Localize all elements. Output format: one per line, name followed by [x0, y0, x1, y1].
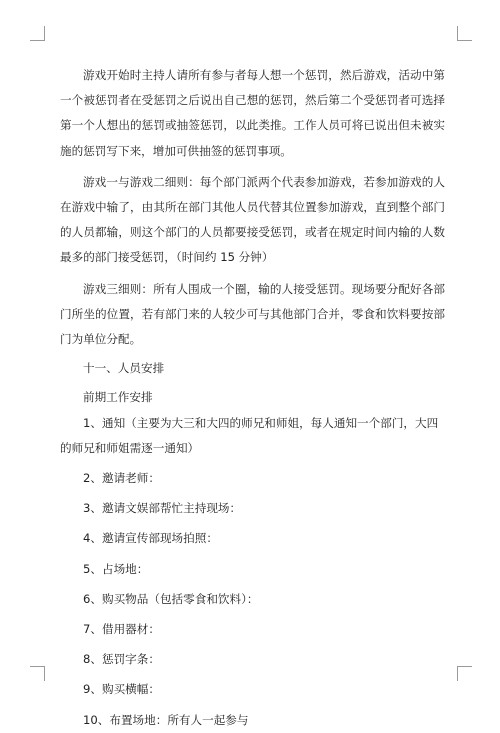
list-item: 7、借用器材：: [83, 622, 160, 637]
list-item: 5、占场地：: [83, 561, 149, 576]
list-item: 6、购买物品（包括零食和饮料）：: [83, 591, 259, 606]
list-item: 1、通知（主要为大三和大四的师兄和师姐，每人通知一个部门，大四的师兄和师姐需逐一通知）: [60, 415, 439, 455]
section-title: 十一、人员安排: [83, 361, 165, 376]
paragraph-game-rules: 游戏开始时主持人请所有参与者每人想一个惩罚，然后游戏，活动中第一个被惩罚者在受惩罚之后说出自己想的惩罚，然后第二个受惩罚者可选择第一个人想出的惩罚或抽签惩罚，以此类推。工作人员可将已说出但未被实施的惩罚写下来，增加可供抽签的惩罚事项。: [60, 68, 445, 158]
list-item: 2、邀请老师：: [83, 471, 160, 486]
list-item: 3、邀请文娱部帮忙主持现场：: [83, 501, 242, 516]
list-item: 8、惩罚字条：: [83, 652, 160, 667]
task-list: [60, 411, 445, 733]
document-body: [60, 63, 445, 733]
paragraph-game-three-rules: 游戏三细则：所有人围成一个圈，输的人接受惩罚。现场要分配好各部门所坐的位置，若有部门来的人较少可与其他部门合并，零食和饮料要按部门为单位分配。: [60, 281, 445, 347]
crop-mark-bottom-right: [457, 666, 472, 681]
paragraph-game-one-two-rules: 游戏一与游戏二细则：每个部门派两个代表参加游戏，若参加游戏的人在游戏中输了，由其所在部门其他人员代替其位置参加游戏，直到整个部门的人员都输，则这个部门的人员都要接受惩罚，或者在规定时间内输的人数最多的部门接受惩罚，（时间约 15 分钟）: [60, 174, 445, 265]
subsection-title: 前期工作安排: [83, 390, 153, 405]
list-item: 4、邀请宣传部现场拍照：: [83, 531, 218, 546]
crop-mark-top-right: [457, 26, 472, 41]
list-item: 9、购买横幅：: [83, 682, 160, 697]
list-item: 10、布置场地：所有人一起参与: [83, 712, 249, 727]
crop-mark-top-left: [30, 26, 45, 41]
crop-mark-bottom-left: [30, 666, 45, 681]
